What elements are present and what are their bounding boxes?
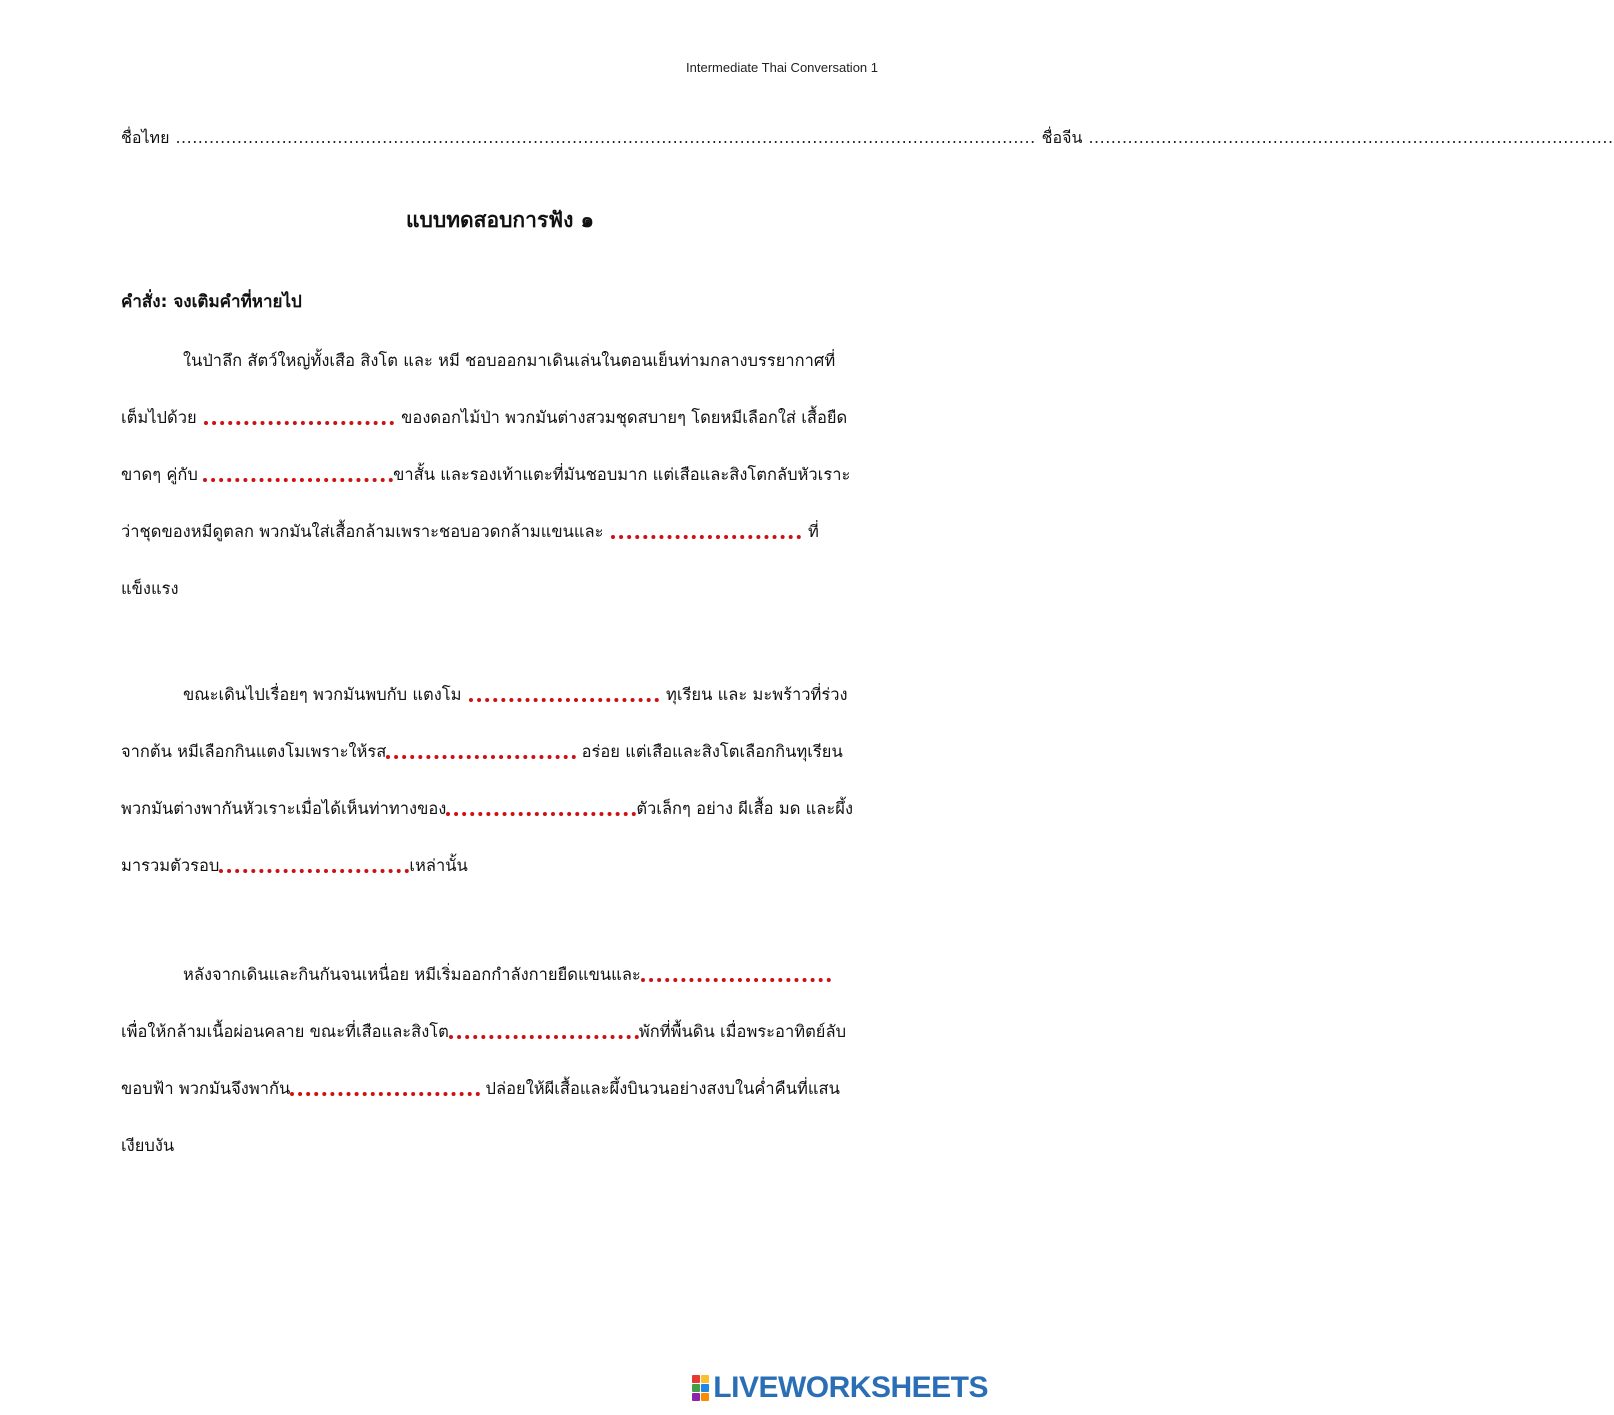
text: อร่อย แต่เสือและสิงโตเลือกกินทุเรียน [581,742,843,761]
chinese-name-label: ชื่อจีน [1041,128,1083,147]
logo-square [701,1393,709,1401]
blank-3[interactable] [611,515,801,539]
blank-5[interactable] [386,735,576,759]
text: ในป่าลึก สัตว์ใหญ่ทั้งเสือ สิงโต และ หมี ชอบออกมาเดินเล่นในตอนเย็นท่ามกลางบรรยากาศที่ [183,351,836,370]
text: ทุเรียน และ มะพร้าวที่ร่วง [666,685,848,704]
paragraph-3 [121,946,881,1174]
instruction-text: จงเติมคำที่หายไป [167,292,302,312]
text: ขอบฟ้า พวกมันจึงพากัน [121,1079,291,1098]
text: เหล่านั้น [409,856,468,875]
blank-9[interactable] [449,1015,639,1039]
p2-line-4 [121,837,881,894]
text: เพื่อให้กล้ามเนื้อผ่อนคลาย ขณะที่เสือและสิงโต [121,1022,449,1041]
p1-line-5 [121,560,881,617]
text: ว่าชุดของหมีดูตลก พวกมันใส่เสื้อกล้ามเพราะชอบอวดกล้ามแขนและ [121,522,604,541]
blank-10[interactable] [290,1072,480,1096]
liveworksheets-logo [692,1371,988,1405]
blank-8[interactable] [641,958,831,982]
p2-line-2 [121,723,881,780]
text: พวกมันต่างพากันหัวเราะเมื่อได้เห็นท่าทางของ [121,799,447,818]
text: จากต้น หมีเลือกกินแตงโมเพราะให้รส [121,742,387,761]
p3-line-1 [121,946,881,1003]
blank-4[interactable] [469,678,659,702]
logo-square [692,1384,700,1392]
p1-line-4 [121,503,881,560]
p3-line-4 [121,1117,881,1174]
paragraph-1 [121,332,881,617]
text: มารวมตัวรอบ [121,856,220,875]
text: ตัวเล็กๆ อย่าง ผีเสื้อ มด และผึ้ง [636,799,854,818]
text: ขณะเดินไปเรื่อยๆ พวกมันพบกับ แตงโม [183,685,462,704]
instruction-label: คำสั่ง [121,292,161,312]
text: เต็มไปด้วย [121,408,197,427]
text: ขาดๆ คู่กับ [121,465,198,484]
text: ที่ [808,522,819,541]
text: ปล่อยให้ผีเสื้อและผึ้งบินวนอย่างสงบในค่ำคืนที่แสน [485,1079,840,1098]
logo-text: LIVEWORKSHEETS [713,1371,988,1404]
logo-square [701,1384,709,1392]
course-header: Intermediate Thai Conversation 1 [686,60,878,75]
thai-name-label: ชื่อไทย [121,128,170,147]
p1-line-3 [121,446,881,503]
name-fields [121,126,1614,151]
text: เงียบงัน [121,1136,175,1155]
text: แข็งแรง [121,579,179,598]
p2-line-1 [121,666,881,723]
p2-line-3 [121,780,881,837]
p3-line-2 [121,1003,881,1060]
logo-square [692,1375,700,1383]
blank-1[interactable] [204,401,394,425]
text: หลังจากเดินและกินกันจนเหนื่อย หมีเริ่มออกกำลังกายยืดแขนและ [183,965,641,984]
blank-2[interactable] [203,458,393,482]
text: ขาสั้น และรองเท้าแตะที่มันชอบมาก แต่เสือและสิงโตกลับหัวเราะ [393,465,851,484]
p1-line-2 [121,389,881,446]
logo-square [692,1393,700,1401]
logo-square [701,1375,709,1383]
blank-6[interactable] [446,792,636,816]
paragraph-2 [121,666,881,894]
page-title: แบบทดสอบการฟัง ๑ [406,208,594,232]
p3-line-3 [121,1060,881,1117]
logo-mark-icon [692,1375,709,1401]
text: พักที่พื้นดิน เมื่อพระอาทิตย์ลับ [638,1022,847,1041]
thai-name-field[interactable]: .......................................................................................................................................................... [175,128,1036,147]
instruction: คำสั่ง: จงเติมคำที่หายไป [121,292,302,312]
text: ของดอกไม้ป่า พวกมันต่างสวมชุดสบายๆ โดยหมีเลือกใส่ เสื้อยืด [401,408,848,427]
chinese-name-field[interactable]: .............................................................................................. [1088,128,1614,147]
p1-line-1 [121,332,881,389]
blank-7[interactable] [219,849,409,873]
